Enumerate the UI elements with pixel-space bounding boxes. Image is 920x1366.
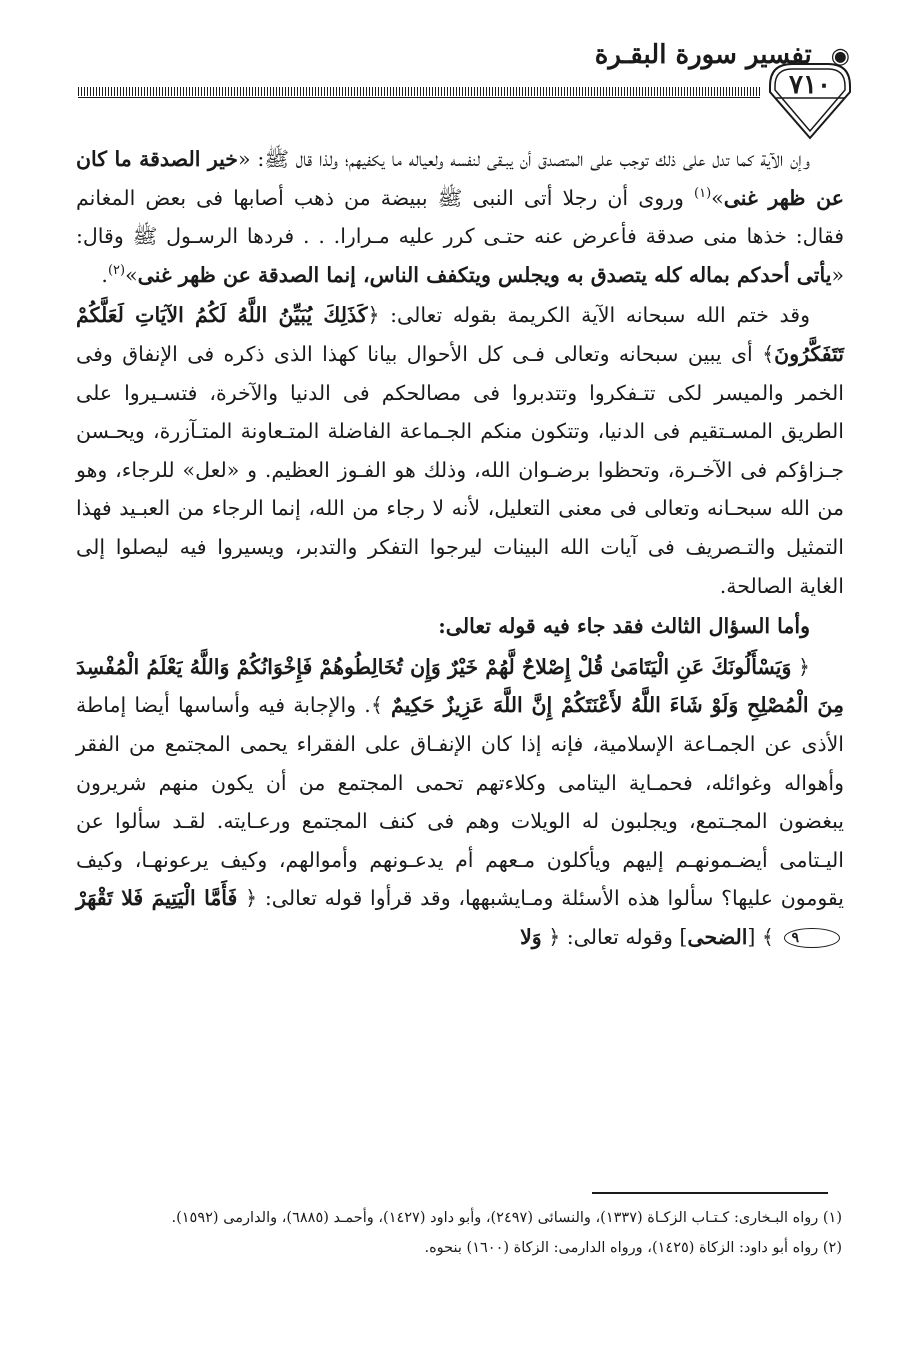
hadith-quote-2: يأتى أحدكم بماله كله يتصدق به ويجلس ويتكفف الناس، إنما الصدقة عن ظهر غنى — [137, 262, 832, 287]
footnote-ref-2: (٢) — [107, 262, 126, 278]
quran-verse: وَيَسْأَلُونَكَ عَنِ الْيَتَامَىٰ قُلْ إِصْلاحٌ لَّهُمْ خَيْرٌ وَإِن تُخَالِطُوهُمْ فَإِخْوَانُكُمْ وَاللَّهُ يَعْلَمُ الْمُفْسِدَ مِنَ الْمُصْلِحِ وَلَوْ شَاءَ اللَّهُ لأَعْنَتَكُمْ إِنَّ اللَّهَ عَزِيزٌ حَكِيمٌ — [76, 654, 844, 718]
hadith-quote-1: خير الصدقة ما كان عن ظهر غنى — [76, 147, 844, 210]
paragraph-3-heading — [76, 607, 844, 646]
paragraph-1 — [76, 140, 844, 294]
surah-name: الضحى — [687, 924, 748, 949]
section-heading: وأما السؤال الثالث فقد جاء فيه قوله تعالى: — [438, 614, 810, 639]
text-run: وإن الآية كما تدل على ذلك توجب على المتصدق أن يبـقى لنفسه ولعياله ما يكفيهم؛ ولذا قال ﷺ: « — [237, 147, 810, 171]
main-text — [76, 140, 844, 956]
text-run: ﴾ [ — [747, 924, 781, 949]
text-run: » — [125, 262, 138, 287]
quran-verse: فَأَمَّا الْيَتِيمَ فَلا تَقْهَرْ — [76, 886, 238, 911]
text-run: وروى أن رجلا أتى النبى ﷺ ببيضة من ذهب أصابها فى بعض المغانم فقال: خذها منى صدقة فأعرض عنه حتـى كرر عليه مـرارا. . . فردها الرسـول ﷺ وقال: « — [76, 185, 844, 287]
header-hatched-rule — [78, 87, 760, 96]
footnotes — [78, 1204, 842, 1262]
text-run: » — [711, 185, 724, 210]
text-run: ] وقوله تعالى: ﴿ — [541, 924, 688, 949]
footnote-separator — [592, 1192, 828, 1194]
page-number: ٧١٠ — [789, 70, 831, 100]
paragraph-2 — [76, 296, 844, 605]
text-run: . — [101, 262, 108, 287]
header-rule-line — [78, 97, 760, 98]
header-title: تفسير سورة البقـرة — [594, 40, 812, 70]
header-ornament-icon: ◉ — [830, 43, 850, 69]
text-run: ﴾. والإجابة فيه وأساسها أيضا إماطة الأذى عن الجمـاعة الإسلامية، فإنه إذا كان الإنفـاق على الفقراء يحمى المجتمع من الفقر وأهواله وغوائله، فحمـاية اليتامى وكلاءتهم تحمى المجتمع من أن يكون منهم شريرون يبغضون المجـتمع، ويجلبون له الويلات وهم فى كنف المجتمع ورعـايته. لقـد سألوا عن اليـتامى أيضـمونهـم إليهم ويأكلون مـعهم أم يدعـونهم وأموالهم، وكيف يرعونهـا، وكيف يقومون عليها؟ سألوا هذه الأسئلة ومـايشبهها، وقد قرأوا قوله تعالى: ﴿ — [76, 693, 844, 911]
quran-verse: وَلا — [520, 924, 542, 949]
footnote-1: (١) رواه البـخارى: كـتـاب الزكـاة (١٣٣٧)، والنسائى (٢٤٩٧)، وأبو داود (١٤٢٧)، وأحمـد (٦٨٨٥)، والدارمى (١٥٩٢). — [171, 1210, 842, 1226]
text-run: ﴿ — [791, 654, 811, 679]
ayah-number-marker: ٩ — [784, 928, 840, 948]
quran-verse: كَذَلِكَ يُبَيِّنُ اللَّهُ لَكُمُ الآيَاتِ لَعَلَّكُمْ تَتَفَكَّرُونَ — [76, 303, 844, 366]
paragraph-4 — [76, 648, 844, 957]
footnote-ref-1: (١) — [694, 185, 712, 201]
text-run: وقد ختم الله سبحانه الآية الكريمة بقوله تعالى: ﴿ — [367, 303, 810, 328]
text-run: ﴾ أى يبين سبحانه وتعالى فـى كل الأحوال بيانا كهذا الذى ذكره فى الإنفاق وفى الخمر والميسر لكى تتـفكروا وتتدبروا فى مصالحكم فى الدنيا والآخرة، فتسـيروا على الطريق المسـتقيم فى الدنيا، وتتكون منكم الجـماعة الفاضلة المتـعاونة المتـآزرة، ويحـسن جـزاؤكم فى الآخـرة، وتحظوا برضـوان الله، وذلك هو الفـوز العظيم. و «لعل» للرجاء، وهو من الله سبحـانه وتعالى فى معنى التعليل، لأنه لا رجاء من الله، إنما الرجاء من العبـيد فهذا التمثيل والتـصريف فى آيات الله البينات ليرجوا التفكر والتدبر، ويسيروا فيه ليصلوا إلى الغاية الصالحة. — [76, 341, 844, 598]
footnote-2: (٢) رواه أبو داود: الزكاة (١٤٢٥)، ورواه الدارمى: الزكاة (١٦٠٠) بنحوه. — [424, 1240, 842, 1256]
